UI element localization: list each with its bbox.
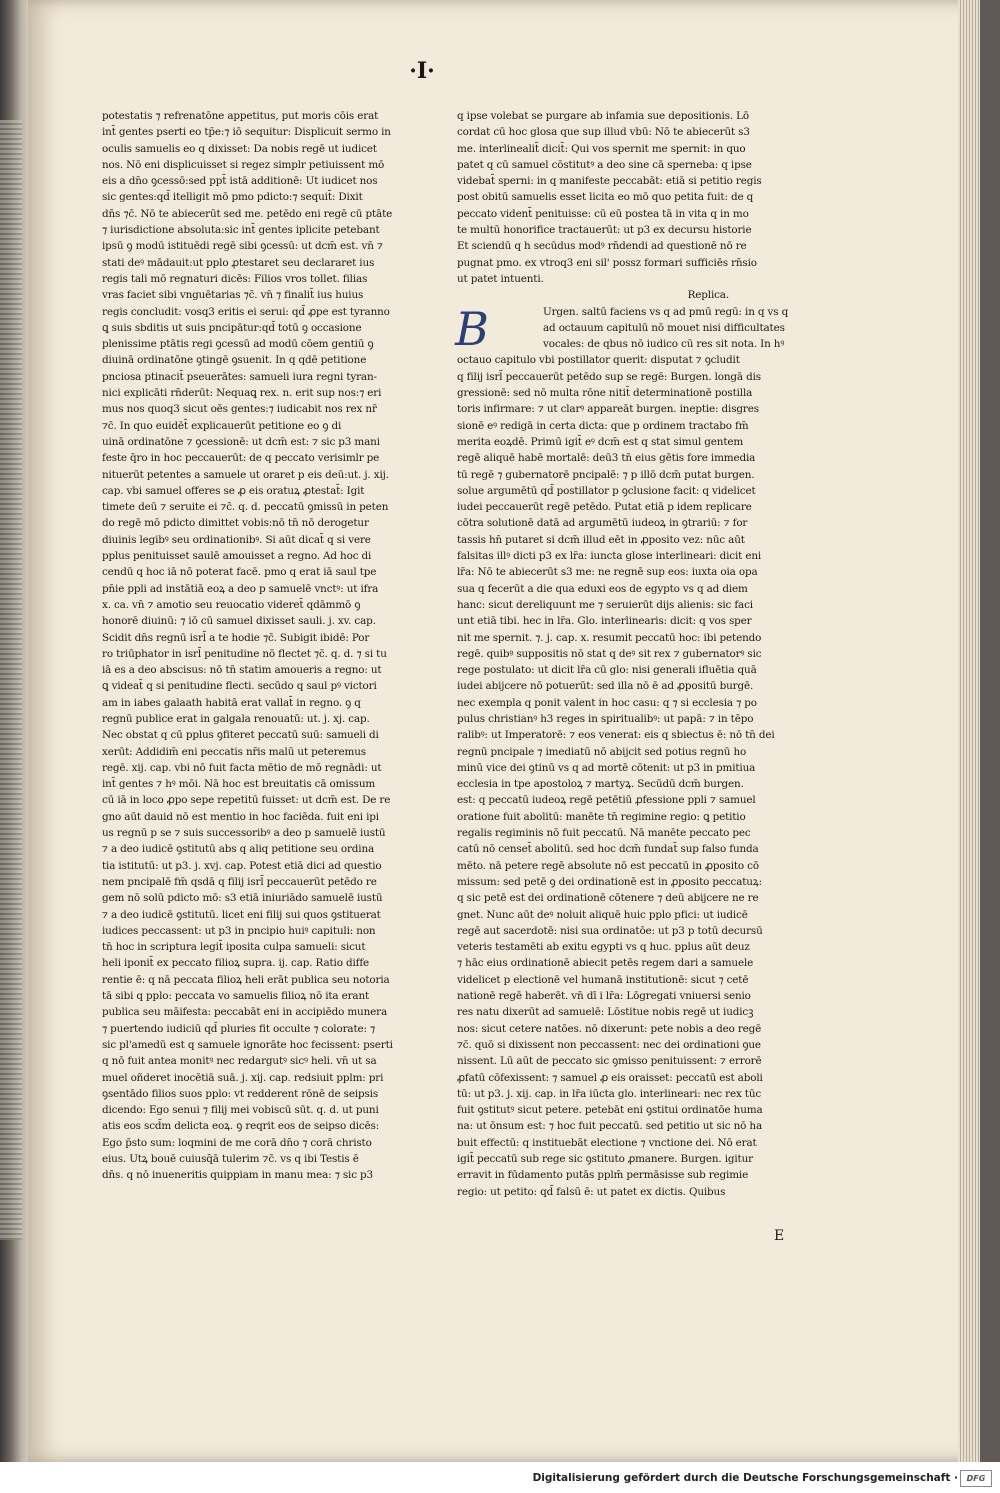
- text-line: videbat̄ sperni: in q manifeste peccabāt: etiā si petitio regis: [457, 175, 762, 188]
- signature-mark: E: [774, 1228, 785, 1244]
- text-line: publica seu māifesta: peccabāt eni in accipiēdo munera: [102, 1006, 387, 1019]
- text-line: fuit ꝯstitutꝰ sicut petere. petebāt eni ꝯstitui ordinatōe huma: [457, 1104, 763, 1117]
- text-line: Urgen. saltū faciens vs q ad pmū regū: in q vs q: [543, 305, 789, 318]
- text-line: do regē mō pdicto dimittet vobis:nō tn̄ nō derogetur: [102, 517, 369, 530]
- text-line: tassis hn̄ putaret si dcm̄ illud eēt in ꝓposito vez: nūc aūt: [457, 533, 745, 546]
- text-line: pnciosa ptinacit̄ pseuerātes: samueli iura regni tyran-: [102, 370, 377, 383]
- text-line: plenissime ptātis regi ꝯcessū ad modū cōem gentiū ꝯ: [102, 338, 374, 351]
- text-line: regis concludit: vosq3 eritis ei serui: qd̄ ꝓpe est tyranno: [102, 305, 390, 318]
- text-line: Scidit dn̄s regnū isrl̄ a te hodie ⁊c̄. Subigit ibidē: Por: [102, 631, 370, 644]
- text-line: sic gentes:qd̄ itelligit mō pmo pdicto:⁊ sequit̄: Dixit: [102, 191, 363, 204]
- text-line: iā es a deo abscisus: nō tn̄ statim amoueris a regno: ut: [102, 664, 382, 677]
- folio-number: ·I·: [409, 58, 435, 84]
- text-line: nec exempla q ponit valent in hoc casu: q ⁊ si ecclesia ⁊ po: [457, 696, 757, 709]
- text-line: solue argumētū qd̄ postillator p ꝯclusione facit: q videlicet: [457, 484, 756, 497]
- text-line: cū iā in loco ꝓpo sepe repetitū fuisset: ut dcm̄ est. De re: [102, 794, 391, 807]
- text-line: regalis regiminis nō fuit peccatū. Nā manēte peccato pec: [457, 827, 751, 840]
- text-line: q nō fuit antea monitꝰ nec redargutꝰ sicꝰ heli. vn̄ ut sa: [102, 1055, 377, 1068]
- text-line: tia istitutū: ut p3. j. xvj. cap. Potest etiā dici ad questio: [102, 859, 382, 872]
- text-line: xerūt: Addidim̄ eni peccatis nr̄is malū ut peteremus: [102, 745, 366, 758]
- text-line: pn̄ie ppli ad instātiā eoꝝ a deo p samuelē vnctꝰ: ut ifra: [102, 582, 379, 595]
- text-line: mēto. nā petere regē absolute nō est peccatū in ꝓposito cō: [457, 859, 759, 872]
- text-line: octauo capitulo vbi postillator querit: disputat ⁊ ꝯcludit: [457, 354, 740, 367]
- text-line: x. ca. vn̄ ⁊ amotio seu reuocatio videret̄ qdāmmō ꝯ: [102, 598, 361, 611]
- text-line: nituerūt petentes a samuele ut oraret p eis deū:ut. j. xij.: [102, 468, 389, 481]
- text-line: q filij isrl̄ peccauerūt petēdo sup se regē: Burgen. longā dis: [457, 370, 761, 383]
- text-line: regē. quibꝰ suppositis nō stat q deꝰ sit rex ⁊ gubernatorꝰ sic: [457, 647, 762, 660]
- text-line: ꝓfatū cōfexissent: ⁊ samuel ꝓ eis oraisset: peccatū est aboli: [457, 1071, 763, 1084]
- text-line: uinā ordinatōne ⁊ ꝯcessionē: ut dcm̄ est: ⁊ sic p3 mani: [102, 435, 380, 448]
- text-line: int̄ gentes pserti eo tp̄e:⁊ iō sequitur: Displicuit sermo in: [102, 126, 391, 139]
- text-line: tn̄ hoc in scriptura legit̄ iposita culpa samueli: sicut: [102, 941, 366, 954]
- text-line: eis a dn̄o ꝯcessō:sed ppt̄ istā additionē: Ut iudicet nos: [102, 175, 378, 188]
- text-line: cap. vbi samuel offeres se ꝓ eis oratuꝝ ꝓtestat̄: Igit: [102, 484, 365, 497]
- text-line: unt etiā tibi. hec in lr̄a. Glo. interlinearis: dicit: q vos sper: [457, 615, 752, 628]
- text-line: vocales: de qbus nō iudico cū res sit nota. In hꝰ: [543, 338, 785, 351]
- text-line: atis eos scd̄m delicta eoꝝ. ꝯ reqrit eos de seipso dicēs:: [102, 1120, 380, 1133]
- previous-page-edge: [0, 120, 22, 1240]
- text-line: iudices peccassent: ut p3 in pncipio huiꝰ capituli: non: [102, 924, 376, 937]
- left-text-column: [102, 108, 434, 1184]
- text-line: eius. Utꝝ bouē cuiusq̄ā tulerim ⁊c̄. vs q ibi Testis ē: [102, 1153, 359, 1165]
- text-line: stati deꝰ mādauit:ut pplo ꝓtestaret seu declararet ius: [102, 256, 375, 269]
- text-line: res natu dixerūt ad samuelē: Lōstitue nobis regē ut iudicꝫ: [457, 1006, 754, 1019]
- text-line: sic pl'amedū est q samuele ignorāte hoc fecissent: pserti: [102, 1038, 393, 1051]
- text-line: diuinā ordinatōne ꝯtingē ꝯsuenit. In q qdē petitione: [102, 354, 367, 367]
- text-line: tū: ut p3. j. xij. cap. in lr̄a iūcta glo. interlineari: nec rex tūc: [457, 1087, 762, 1100]
- text-line: minū vice dei ꝯtinū vs q ad mortē cōtenit: ut p3 in pmitiua: [457, 761, 756, 774]
- text-line: tū regē ⁊ gubernatorē pncipalē: ⁊ p illō dcm̄ putat burgen.: [457, 468, 755, 481]
- text-line: iudei peccauerūt regē petēdo. Putat etiā p idem replicare: [457, 501, 752, 514]
- text-line: cōtra solutionē datā ad argumētū iudeoꝝ in ꝯtrariū: ⁊ for: [457, 517, 748, 530]
- text-line: ro triūphator in isrl̄ penitudine nō flectet ⁊c̄. q. d. ⁊ si tu: [102, 647, 387, 660]
- text-line: tā sibi q pplo: peccata vo samuelis filioꝝ nō ita erant: [102, 990, 370, 1003]
- text-line: nationē regē haberēt. vn̄ dī i lr̄a: Lōgregati vniuersi senio: [457, 990, 751, 1003]
- text-line: post obitū samuelis esset licita eo mō quo petita fuit: de q: [457, 191, 754, 204]
- text-line: missum: sed petē ꝯ dei ordinationē est in ꝓposito peccatuꝝ:: [457, 875, 763, 888]
- text-line: ecclesia in tpe apostoloꝝ ⁊ martyꝝ. Secūdū dcm̄ burgen.: [457, 778, 744, 791]
- text-line: ipsū ꝯ modū istituēdi regē sibi ꝯcessū: ut dcm̄ est. vn̄ ⁊: [102, 240, 383, 253]
- text-line: igit̄ peccatū sub rege sic ꝯstituto ꝓmanere. Burgen. igitur: [457, 1153, 753, 1165]
- text-line: nos: sicut cetere natōes. nō dixerunt: pete nobis a deo regē: [457, 1022, 762, 1035]
- text-line: sionē eꝰ redigā in certa dicta: que p ordinem tractabo fm̄: [457, 419, 749, 432]
- text-line: veteris testamēti ab exitu egypti vs q huc. pplus aūt deuz: [457, 941, 750, 954]
- text-line: rentie ē: q nā peccata filioꝝ heli erāt publica seu notoria: [102, 973, 390, 986]
- text-line: ⁊c̄. quō si dixissent non peccassent: nec dei ordinationi ꝯue: [457, 1038, 761, 1051]
- text-line: merita eoꝝdē. Primū igit̄ eꝰ dcm̄ est q stat simul gentem: [457, 435, 744, 448]
- text-line: feste q̄ro in hoc peccauerūt: de q peccato verisimlr pe: [102, 452, 380, 465]
- text-line: Nec obstat q cū pplus ꝯfiteret peccatū suū: samueli di: [102, 729, 379, 742]
- text-line: ⁊ hāc eius ordinationē abiecit petēs regem dari a samuele: [457, 957, 754, 970]
- text-line: dn̄s ⁊c̄. Nō te abiecerūt sed me. petēdo eni regē cū ptāte: [102, 207, 393, 220]
- text-line: me. interlinealit̄ dicit̄: Qui vos spernit me spernit: in quo: [457, 142, 746, 155]
- text-line: q ipse volebat se purgare ab infamia sue depositionis. Lō: [457, 110, 750, 122]
- text-line: falsitas illꝰ dicti p3 ex lr̄a: iuncta glose interlineari: dicit eni: [457, 550, 762, 563]
- text-line: ralibꝰ: ut Imperatorē: ⁊ eos venerat: eis q sbiectus ē: nō tn̄ dei: [457, 729, 775, 742]
- text-line: erravit in fūdamento putās pplm̄ permāsisse sub regimie: [457, 1169, 749, 1182]
- text-line: pulus christianꝰ h3 reges in spiritualibꝰ: ut papā: ⁊ in tēpo: [457, 712, 754, 725]
- text-line: ⁊ iurisdictione absoluta:sic int̄ gentes iplicite petebant: [102, 224, 380, 237]
- page-edges: [958, 0, 980, 1462]
- right-column-body-lines: [457, 304, 789, 1200]
- right-column-top-block: [457, 108, 789, 287]
- text-line: regnū pncipale ⁊ imediatū nō abijcit sed potius regnū ho: [457, 745, 747, 758]
- text-line: ⁊ a deo iudicē ꝯstitutū. licet eni filij sui quos ꝯstituerat: [102, 908, 381, 921]
- text-line: te multū honorifice tractauerūt: ut p3 ex decursu historie: [457, 224, 752, 237]
- text-line: regē. xij. cap. vbi nō fuit facta mētio de mō regnādi: ut: [102, 761, 382, 774]
- illuminated-initial: B: [455, 301, 489, 356]
- text-line: na: ut ōnsum est: ⁊ hoc fuit peccatū. sed petitio ut sic nō ha: [457, 1120, 763, 1133]
- text-line: buit effectū: q instituebāt electione ⁊ vnctione dei. Nō erat: [457, 1136, 757, 1149]
- right-column-body-block: [455, 301, 789, 1200]
- text-line: regio: ut petito: qd̄ falsū ē: ut patet ex dictis. Quibus: [457, 1185, 726, 1198]
- text-line: int̄ gentes ⁊ hꝰ mōi. Nā hoc est breuitatis cā omissum: [102, 778, 376, 791]
- text-line: peccato vident̄ penituisse: cū eū postea tā in vita q in mo: [457, 207, 749, 220]
- text-line: mus nos quoq3 sicut oēs gentes:⁊ iudicabit nos rex nr̄: [102, 403, 377, 416]
- text-line: nem pncipalē fm̄ qsdā q filij isrl̄ peccauerūt petēdo re: [102, 875, 377, 888]
- text-line: sua q fecerūt a die qua eduxi eos de egypto vs q ad diem: [457, 582, 748, 595]
- text-line: regē aut sacerdotē: nisi sua ordinatōe: ut p3 p totū decursū: [457, 924, 763, 937]
- text-line: honorē diuinū: ⁊ iō cū samuel dixisset sauli. j. xv. cap.: [102, 615, 376, 628]
- text-line: ⁊c̄. In quo euidēt̄ explicauerūt petitione eo ꝯ di: [102, 419, 342, 432]
- text-line: est: q peccatū iudeoꝝ regē petētiū ꝓfessione ppli ⁊ samuel: [457, 794, 756, 807]
- funding-credit: Digitalisierung gefördert durch die Deutsche Forschungsgemeinschaft ·: [532, 1472, 958, 1484]
- text-line: cendū q hoc iā nō poterat facē. pmo q erat iā saul tpe: [102, 566, 377, 579]
- text-line: patet q cū samuel cōstitutꝰ a deo sine cā sperneba: q ipse: [457, 158, 752, 171]
- text-line: nos. Nō eni displicuisset si regez simplr petiuissent mō: [102, 158, 385, 171]
- text-line: gno aūt dauid nō est mentio in hoc faciēda. fuit eni ipi: [102, 810, 379, 823]
- text-line: am in iabes galaath habitā erat vallat̄ in regno. ꝯ q: [102, 696, 361, 709]
- text-line: ⁊ a deo iudicē ꝯstitutū abs q aliq petitione seu ordina: [102, 843, 375, 856]
- text-line: ⁊ puertendo iudiciū qd̄ pluries fit occulte ⁊ colorate: ⁊: [102, 1022, 375, 1035]
- text-line: pugnat pmo. ex vtroq3 eni sil' possz formari sufficiēs rn̄sio: [457, 256, 757, 269]
- text-line: toris infirmare: ⁊ ut clarꝰ appareāt burgen. ineptie: disgres: [457, 403, 759, 416]
- text-line: ad octauum capitulū nō mouet nisi difficultates: [543, 321, 785, 334]
- text-line: q sic petē est dei ordinationē cōtenere ⁊ deū abijcere ne re: [457, 892, 759, 905]
- text-line: potestatis ⁊ refrenatōne appetitus, put moris cōis erat: [102, 110, 379, 122]
- text-line: vras faciet sibi vnguētarias ⁊c̄. vn̄ ⁊ finalit̄ ius huius: [102, 289, 364, 302]
- text-line: regē aliquē habē mortalē: deū3 tn̄ eius gētis fore immedia: [457, 452, 756, 465]
- text-line: us regnū p se ⁊ suis successoribꝰ a deo p samuelē iustū: [102, 827, 386, 840]
- text-line: Et sciendū q h secūdus modꝰ rn̄dendi ad questionē nō re: [457, 240, 747, 253]
- text-line: ꝯsentādo filios suos pplo: vt redderent rōnē de seipsis: [102, 1087, 379, 1100]
- replica-heading: Replica.: [687, 289, 729, 302]
- text-line: nit me spernit. ⁊. j. cap. x. resumit peccatū hoc: ibi petendo: [457, 631, 762, 644]
- text-line: heli iponit̄ ex peccato filioꝝ supra. ij. cap. Ratio diffe: [102, 957, 370, 970]
- text-line: regis tali mō regnaturi dicēs: Filios vros tollet. filias: [102, 272, 368, 285]
- text-line: iudei abijcere nō potuerūt: sed illa nō ē ad ꝓpositū burgē.: [457, 680, 754, 693]
- text-line: nici explicāti rn̄derūt: Nequaꝗ rex. n. erit sup nos:⁊ eri: [102, 387, 382, 400]
- footer-bar: [0, 1462, 1000, 1493]
- text-line: gnet. Nunc aūt deꝰ noluit aliquē huic pplo pfici: ut iudicē: [457, 908, 748, 921]
- text-line: pplus penituisset saulē amouisset a regno. Ad hoc di: [102, 550, 372, 563]
- text-line: dn̄s. q nō inueneritis quippiam in manu mea: ⁊ sic p3: [102, 1169, 374, 1182]
- right-text-column: [457, 108, 789, 1200]
- text-line: muel oñderet inocētiā suā. j. xij. cap. redsiuit pplm: pri: [102, 1071, 384, 1084]
- text-line: gressionē: sed nō multa rōne nitit̄ determinationē postilla: [457, 387, 753, 400]
- text-line: Ego p̄sto sum: loqmini de me corā dn̄o ⁊ corā christo: [102, 1136, 372, 1149]
- text-line: diuinis legibꝰ seu ordinationibꝰ. Si aūt dicat̄ q si vere: [102, 533, 371, 546]
- text-line: timete deū ⁊ seruite ei ⁊c̄. q. d. peccatū ꝯmissū in peten: [102, 501, 389, 514]
- text-line: oratione fuit abolitū: manēte tn̄ regimine regio: ꝗ petitio: [457, 810, 746, 823]
- text-line: nissent. Lū aūt de peccato sic ꝯmisso penituissent: ⁊ errorē: [457, 1055, 762, 1068]
- text-line: ꝗ videat̄ q si penitudine flecti. secūdo q saul pꝰ victori: [102, 680, 377, 693]
- text-line: ꝗ suis sbditis ut suis pncipātur:qd̄ totū ꝯ occasione: [102, 321, 362, 334]
- text-line: cordat cū hoc glosa que sup illud vbū: Nō te abiecerūt s3: [457, 126, 750, 139]
- text-line: lr̄a: Nō te abiecerūt s3 me: ne regnē sup eos: iuxta oia opa: [457, 566, 758, 579]
- text-line: hanc: sicut dereliquunt me ⁊ seruierūt dijs alienis: sic faci: [457, 598, 753, 611]
- dfg-logo-icon: DFG: [960, 1470, 992, 1487]
- text-line: dicendo: Ego senui ⁊ filij mei vobiscū sūt. q. d. ut puni: [102, 1104, 379, 1117]
- text-line: oculis samuelis eo q dixisset: Da nobis regē ut iudicet: [102, 142, 377, 155]
- text-line: gem nō solū pdicto mō: s3 etiā iniuriādo samuelē iustū: [102, 892, 383, 905]
- text-line: catū nō censet̄ abolitū. sed hoc dcm̄ fundat̄ sup falso funda: [457, 843, 759, 856]
- text-line: regnū publice erat in galgala renouatū: ut. j. xj. cap.: [102, 712, 370, 725]
- text-line: rege postulato: ut dicit lr̄a cū glo: nisi generali ifluētia quā: [457, 664, 757, 677]
- text-line: videlicet p electionē vel humanā institutionē: sicut ⁊ cetē: [457, 973, 749, 986]
- text-line: ut patet intuenti.: [457, 272, 544, 285]
